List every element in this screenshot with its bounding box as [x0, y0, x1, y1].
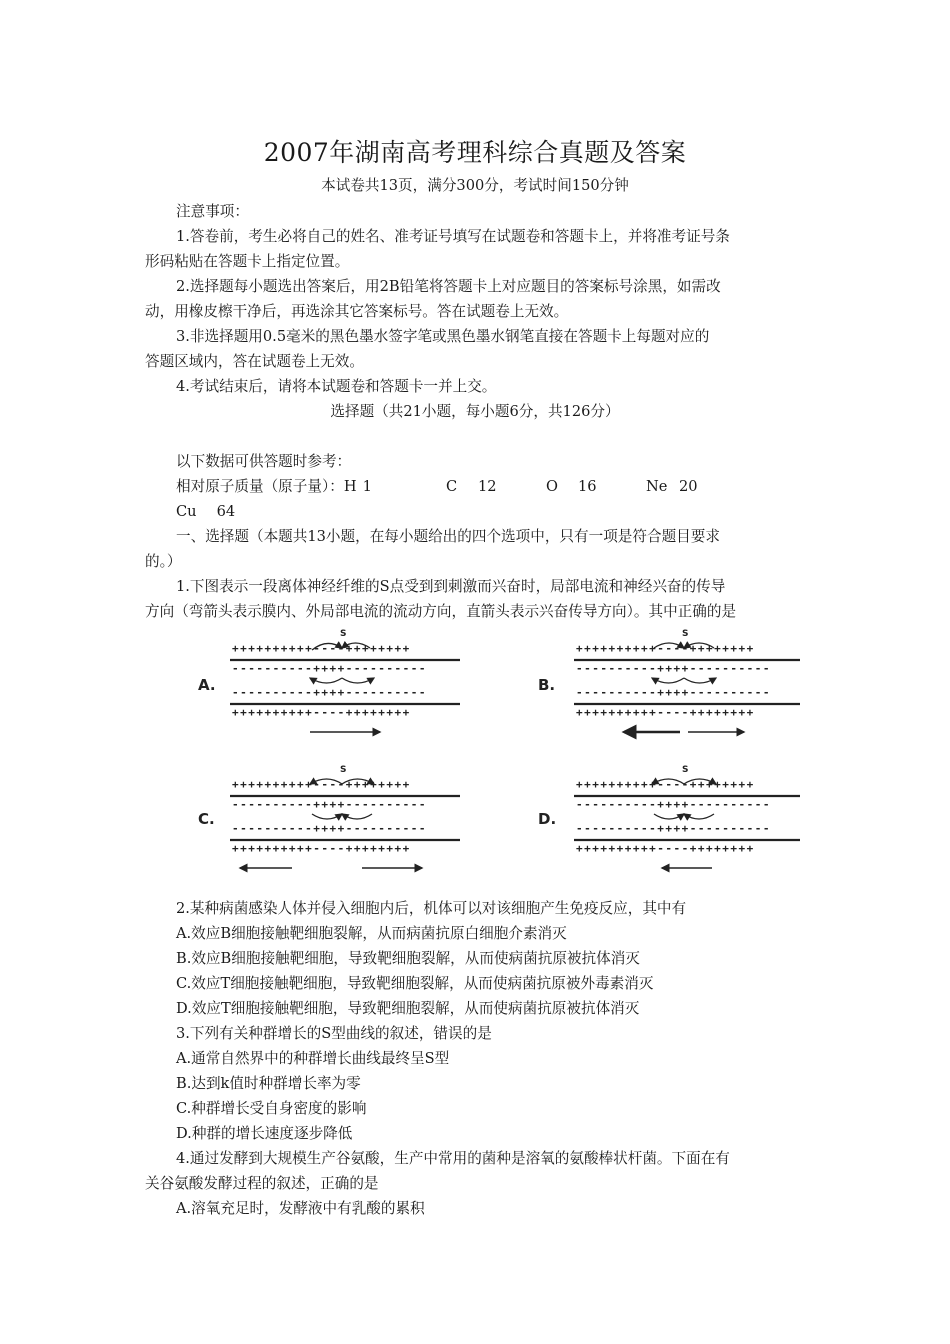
notice-heading: 注意事项： — [176, 203, 249, 220]
notice-item-3-cont: 答题区域内，答在试题卷上无效。 — [145, 353, 364, 370]
q2-stem: 2.某种病菌感染人体并侵入细胞内后，机体可以对该细胞产生免疫反应，其中有 — [176, 900, 687, 917]
panel-b-inner-top: ----------++++---------- — [576, 662, 771, 675]
panel-b-outer-bottom: ++++++++++----++++++++ — [576, 706, 755, 719]
notice-item-2: 2.选择题每小题选出答案后，用2B铅笔将答题卡上对应题目的答案标号涂黑，如需改 — [176, 278, 721, 295]
reference-masses — [176, 478, 698, 496]
q3-option-a: A.通常自然界中的种群增长曲线最终呈S型 — [176, 1050, 450, 1067]
panel-b-label: B. — [538, 676, 556, 694]
panel-d-outer-top: ++++++++++----++++++++ — [576, 778, 755, 791]
panel-a-inner-bottom: ----------++++---------- — [232, 686, 427, 699]
part1-heading-cont: 的。） — [145, 553, 182, 570]
panel-c-outer-top: ++++++++++----++++++++ — [232, 778, 411, 791]
reference-label: 相对原子质量（原子量）： — [176, 478, 344, 495]
reference-masses-cont — [176, 503, 235, 521]
mass-o-element: O — [546, 478, 558, 495]
notice-item-4: 4.考试结束后，请将本试题卷和答题卡一并上交。 — [176, 378, 497, 395]
notice-item-1: 1.答卷前，考生必将自己的姓名、准考证号填写在试题卷和答题卡上，并将准考证号条 — [176, 228, 730, 245]
section-title: 选择题（共21小题，每小题6分，共126分） — [330, 403, 620, 420]
panel-d-outer-bottom: ++++++++++----++++++++ — [576, 842, 755, 855]
q1-figure — [192, 624, 812, 884]
panel-c-inner-top: ----------++++---------- — [232, 798, 427, 811]
page-title: 2007年湖南高考理科综合真题及答案 — [263, 138, 687, 167]
notice-item-2-cont: 动，用橡皮檫干净后，再选涂其它答案标号。答在试题卷上无效。 — [145, 303, 569, 320]
panel-d-label: D. — [538, 810, 557, 828]
reference-intro: 以下数据可供答题时参考： — [176, 453, 352, 470]
panel-c-outer-bottom: ++++++++++----++++++++ — [232, 842, 411, 855]
q3-option-b: B.达到k值时种群增长率为零 — [176, 1075, 361, 1092]
panel-a — [198, 629, 460, 732]
q2-option-d: D.效应T细胞接触靶细胞，导致靶细胞裂解，从而使病菌抗原被抗体消灭 — [176, 1000, 640, 1017]
panel-a-outer-top: ++++++++++----++++++++ — [232, 642, 411, 655]
mass-cu-element: Cu — [176, 503, 197, 520]
panel-a-outer-bottom: ++++++++++----++++++++ — [232, 706, 411, 719]
mass-h-element: H — [343, 478, 357, 495]
mass-h-value: 1 — [362, 478, 372, 495]
q2-option-a: A.效应B细胞接触靶细胞裂解，从而病菌抗原白细胞介素消灭 — [176, 925, 567, 942]
mass-o-value: 16 — [578, 478, 597, 495]
panel-a-stimulus: S — [340, 629, 347, 639]
panel-b-outer-top: ++++++++++----++++++++ — [576, 642, 755, 655]
nerve-fiber-diagram — [192, 624, 812, 884]
panel-d-stimulus: S — [682, 765, 689, 775]
panel-a-inner-top: ----------++++---------- — [232, 662, 427, 675]
notice-item-3: 3.非选择题用0.5毫米的黑色墨水签字笔或黑色墨水钢笔直接在答题卡上每题对应的 — [176, 328, 710, 345]
q4-stem: 4.通过发酵到大规模生产谷氨酸，生产中常用的菌种是溶氧的氨酸棒状杆菌。下面在有 — [176, 1150, 730, 1167]
page-subtitle: 本试卷共13页，满分300分，考试时间150分钟 — [321, 177, 629, 194]
q3-option-d: D.种群的增长速度逐步降低 — [176, 1125, 353, 1142]
panel-b-stimulus: S — [682, 629, 689, 639]
panel-b-inner-bottom: ----------++++---------- — [576, 686, 771, 699]
part1-heading: 一、选择题（本题共13小题，在每小题给出的四个选项中，只有一项是符合题目要求 — [176, 528, 720, 545]
mass-cu-value: 64 — [216, 503, 236, 520]
q1-stem-cont: 方向（弯箭头表示膜内、外局部电流的流动方向，直箭头表示兴奋传导方向）。其中正确的是 — [145, 603, 737, 620]
panel-c — [198, 765, 460, 868]
panel-d — [538, 765, 800, 868]
q2-option-c: C.效应T细胞接触靶细胞，导致靶细胞裂解，从而使病菌抗原被外毒素消灭 — [176, 975, 654, 992]
q2-option-b: B.效应B细胞接触靶细胞，导致靶细胞裂解，从而使病菌抗原被抗体消灭 — [176, 950, 640, 967]
q4-stem-cont: 关谷氨酸发酵过程的叙述，正确的是 — [145, 1175, 379, 1192]
q3-stem: 3.下列有关种群增长的S型曲线的叙述，错误的是 — [176, 1025, 492, 1042]
panel-b — [538, 629, 800, 732]
q4-option-a: A.溶氧充足时，发酵液中有乳酸的累积 — [176, 1200, 425, 1217]
panel-c-stimulus: S — [340, 765, 347, 775]
mass-ne-element: Ne — [646, 478, 668, 495]
panel-c-label: C. — [198, 810, 215, 828]
panel-d-inner-bottom: ----------++++---------- — [576, 822, 771, 835]
panel-c-inner-bottom: ----------++++---------- — [232, 822, 427, 835]
notice-item-1-cont: 形码粘贴在答题卡上指定位置。 — [145, 253, 350, 270]
q3-option-c: C.种群增长受自身密度的影响 — [176, 1100, 367, 1117]
mass-c-element: C — [446, 478, 458, 495]
mass-c-value: 12 — [478, 478, 497, 495]
panel-d-inner-top: ----------++++---------- — [576, 798, 771, 811]
mass-ne-value: 20 — [679, 478, 698, 495]
q1-stem: 1.下图表示一段离体神经纤维的S点受到到刺激而兴奋时，局部电流和神经兴奋的传导 — [176, 578, 726, 595]
panel-a-label: A. — [198, 676, 216, 694]
